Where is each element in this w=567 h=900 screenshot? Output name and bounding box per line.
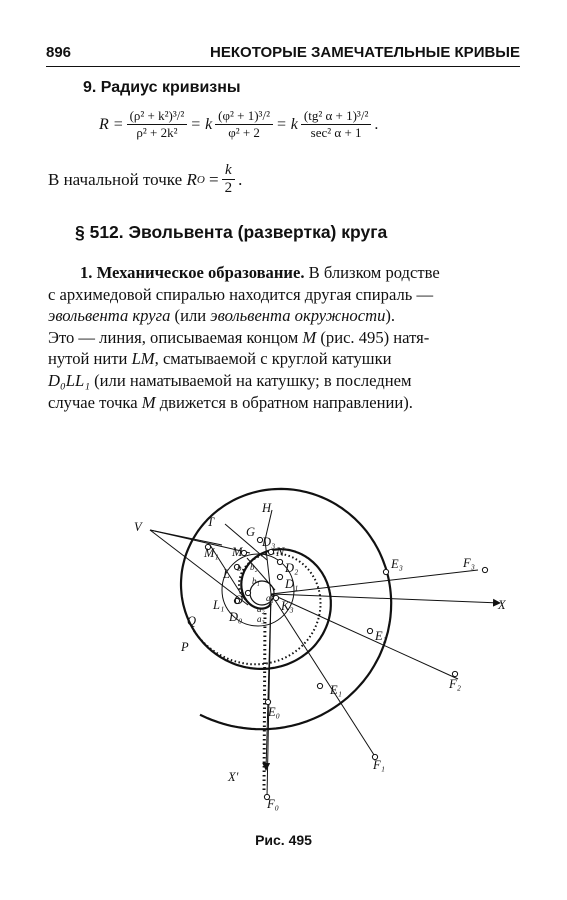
- label-a2: a₂: [257, 604, 265, 614]
- label-t: T: [207, 515, 214, 529]
- section-512-title: § 512. Эвольвента (развертка) круга: [75, 222, 388, 242]
- fraction-3-denominator: sec² α + 1: [310, 125, 362, 140]
- label-a1: a₁: [266, 593, 274, 603]
- point-e2: [367, 628, 372, 633]
- label-d2: D₂: [285, 561, 299, 575]
- figure-caption: Рис. 495: [255, 832, 312, 848]
- fraction-1-numerator: (ρ² + k²)³/²: [127, 108, 188, 125]
- paragraph-text: (или: [170, 306, 211, 326]
- symbol-M: M: [302, 327, 317, 347]
- symbol-M: M: [141, 392, 156, 412]
- paragraph-text: нутой нити: [48, 349, 132, 369]
- symbol-LM: LM: [131, 349, 155, 369]
- paragraph-heading: 1. Механическое образование.: [80, 263, 305, 282]
- fraction-3-numerator: (tg² α + 1)³/²: [301, 108, 371, 125]
- line-f1: [271, 594, 376, 758]
- paragraph-text: движется в обратном направлении).: [155, 392, 413, 412]
- paragraph-text: (или наматываемой на катушку; в последнем: [89, 370, 412, 390]
- paragraph-text: с архимедовой спиралью находится другая спираль —: [48, 284, 434, 304]
- paragraph-text: В близком родстве: [304, 263, 440, 282]
- label-f3: F₃: [463, 556, 475, 570]
- label-e1: E₁: [330, 683, 342, 697]
- paragraph-text: (рис. 495) натя-: [316, 327, 430, 347]
- point-n: [268, 549, 273, 554]
- label-f2: F₂: [449, 677, 461, 691]
- label-b1: b₁: [252, 576, 260, 586]
- fraction-1-denominator: ρ² + 2k²: [136, 125, 178, 140]
- point-f2: [452, 671, 457, 676]
- label-k3: K₃: [281, 599, 294, 613]
- line-f2: [271, 594, 458, 679]
- label-b2: b₂: [250, 562, 258, 572]
- running-title: НЕКОТОРЫЕ ЗАМЕЧАТЕЛЬНЫЕ КРИВЫЕ: [210, 44, 520, 61]
- label-v: V: [134, 520, 142, 534]
- label-m1: M₁: [204, 546, 219, 560]
- initial-eq: =: [209, 169, 219, 189]
- point-o: [245, 590, 250, 595]
- label-e2: E₂: [375, 629, 387, 643]
- initial-fraction-numerator: k: [222, 162, 235, 180]
- paragraph-text: ).: [385, 306, 396, 326]
- initial-radius-subscript: O: [196, 173, 205, 186]
- label-b3: b₃: [237, 563, 245, 573]
- label-o: O: [234, 593, 244, 607]
- term-involute-alt: эвольвента окружности: [210, 306, 386, 326]
- label-d3: D₃: [262, 535, 276, 549]
- section-9-title: 9. Радиус кривизны: [83, 79, 241, 96]
- formula-eq-3: = k: [275, 115, 298, 133]
- label-d1: D₁: [285, 577, 299, 591]
- formula-lhs: R =: [99, 115, 124, 133]
- tick-column: [264, 610, 265, 790]
- label-e3: E₃: [391, 557, 403, 571]
- page-number: 896: [46, 44, 72, 61]
- label-xp: X′: [228, 770, 239, 784]
- point-e3: [383, 569, 388, 574]
- initial-end: .: [238, 169, 243, 189]
- point-f3: [482, 567, 487, 572]
- symbol-D0LL1: D₀LL₁: [48, 370, 90, 390]
- initial-fraction-denominator: 2: [224, 180, 233, 196]
- point-d2: [277, 559, 282, 564]
- tangent-v3: [150, 530, 222, 545]
- formula-eq-2: = k: [190, 115, 213, 133]
- fraction-2-denominator: φ² + 2: [228, 125, 260, 140]
- label-p: P: [181, 640, 189, 654]
- point-k3: [273, 595, 278, 600]
- line-f3: [271, 570, 478, 594]
- label-d0: D₀: [229, 610, 243, 624]
- paragraph-text: Это — линия, описываемая концом: [48, 327, 303, 347]
- label-e0: E₀: [268, 705, 280, 719]
- initial-point-text: В начальной точке: [48, 169, 183, 189]
- label-l1: L₁: [213, 598, 225, 612]
- label-f1: F₁: [373, 758, 385, 772]
- paragraph-text: случае точка: [48, 392, 142, 412]
- formula-end: .: [374, 115, 379, 133]
- label-g: G: [246, 525, 256, 539]
- label-q: Q: [187, 614, 197, 628]
- initial-radius-symbol: R: [186, 169, 197, 189]
- label-n: N: [276, 545, 285, 559]
- label-m: M: [232, 545, 243, 559]
- point-e0: [265, 699, 270, 704]
- paragraph-text: , сматываемой с круглой катушки: [154, 349, 392, 369]
- x-axis: [272, 594, 500, 603]
- label-l: L: [223, 567, 230, 581]
- label-x: X: [498, 598, 506, 612]
- label-f0: F₀: [267, 797, 279, 811]
- point-d1: [277, 574, 282, 579]
- fraction-2-numerator: (φ² + 1)³/²: [215, 108, 273, 125]
- point-e1: [317, 683, 322, 688]
- label-a3: a₃: [257, 614, 265, 624]
- label-h: H: [262, 501, 272, 515]
- term-involute: эвольвента круга: [48, 306, 171, 326]
